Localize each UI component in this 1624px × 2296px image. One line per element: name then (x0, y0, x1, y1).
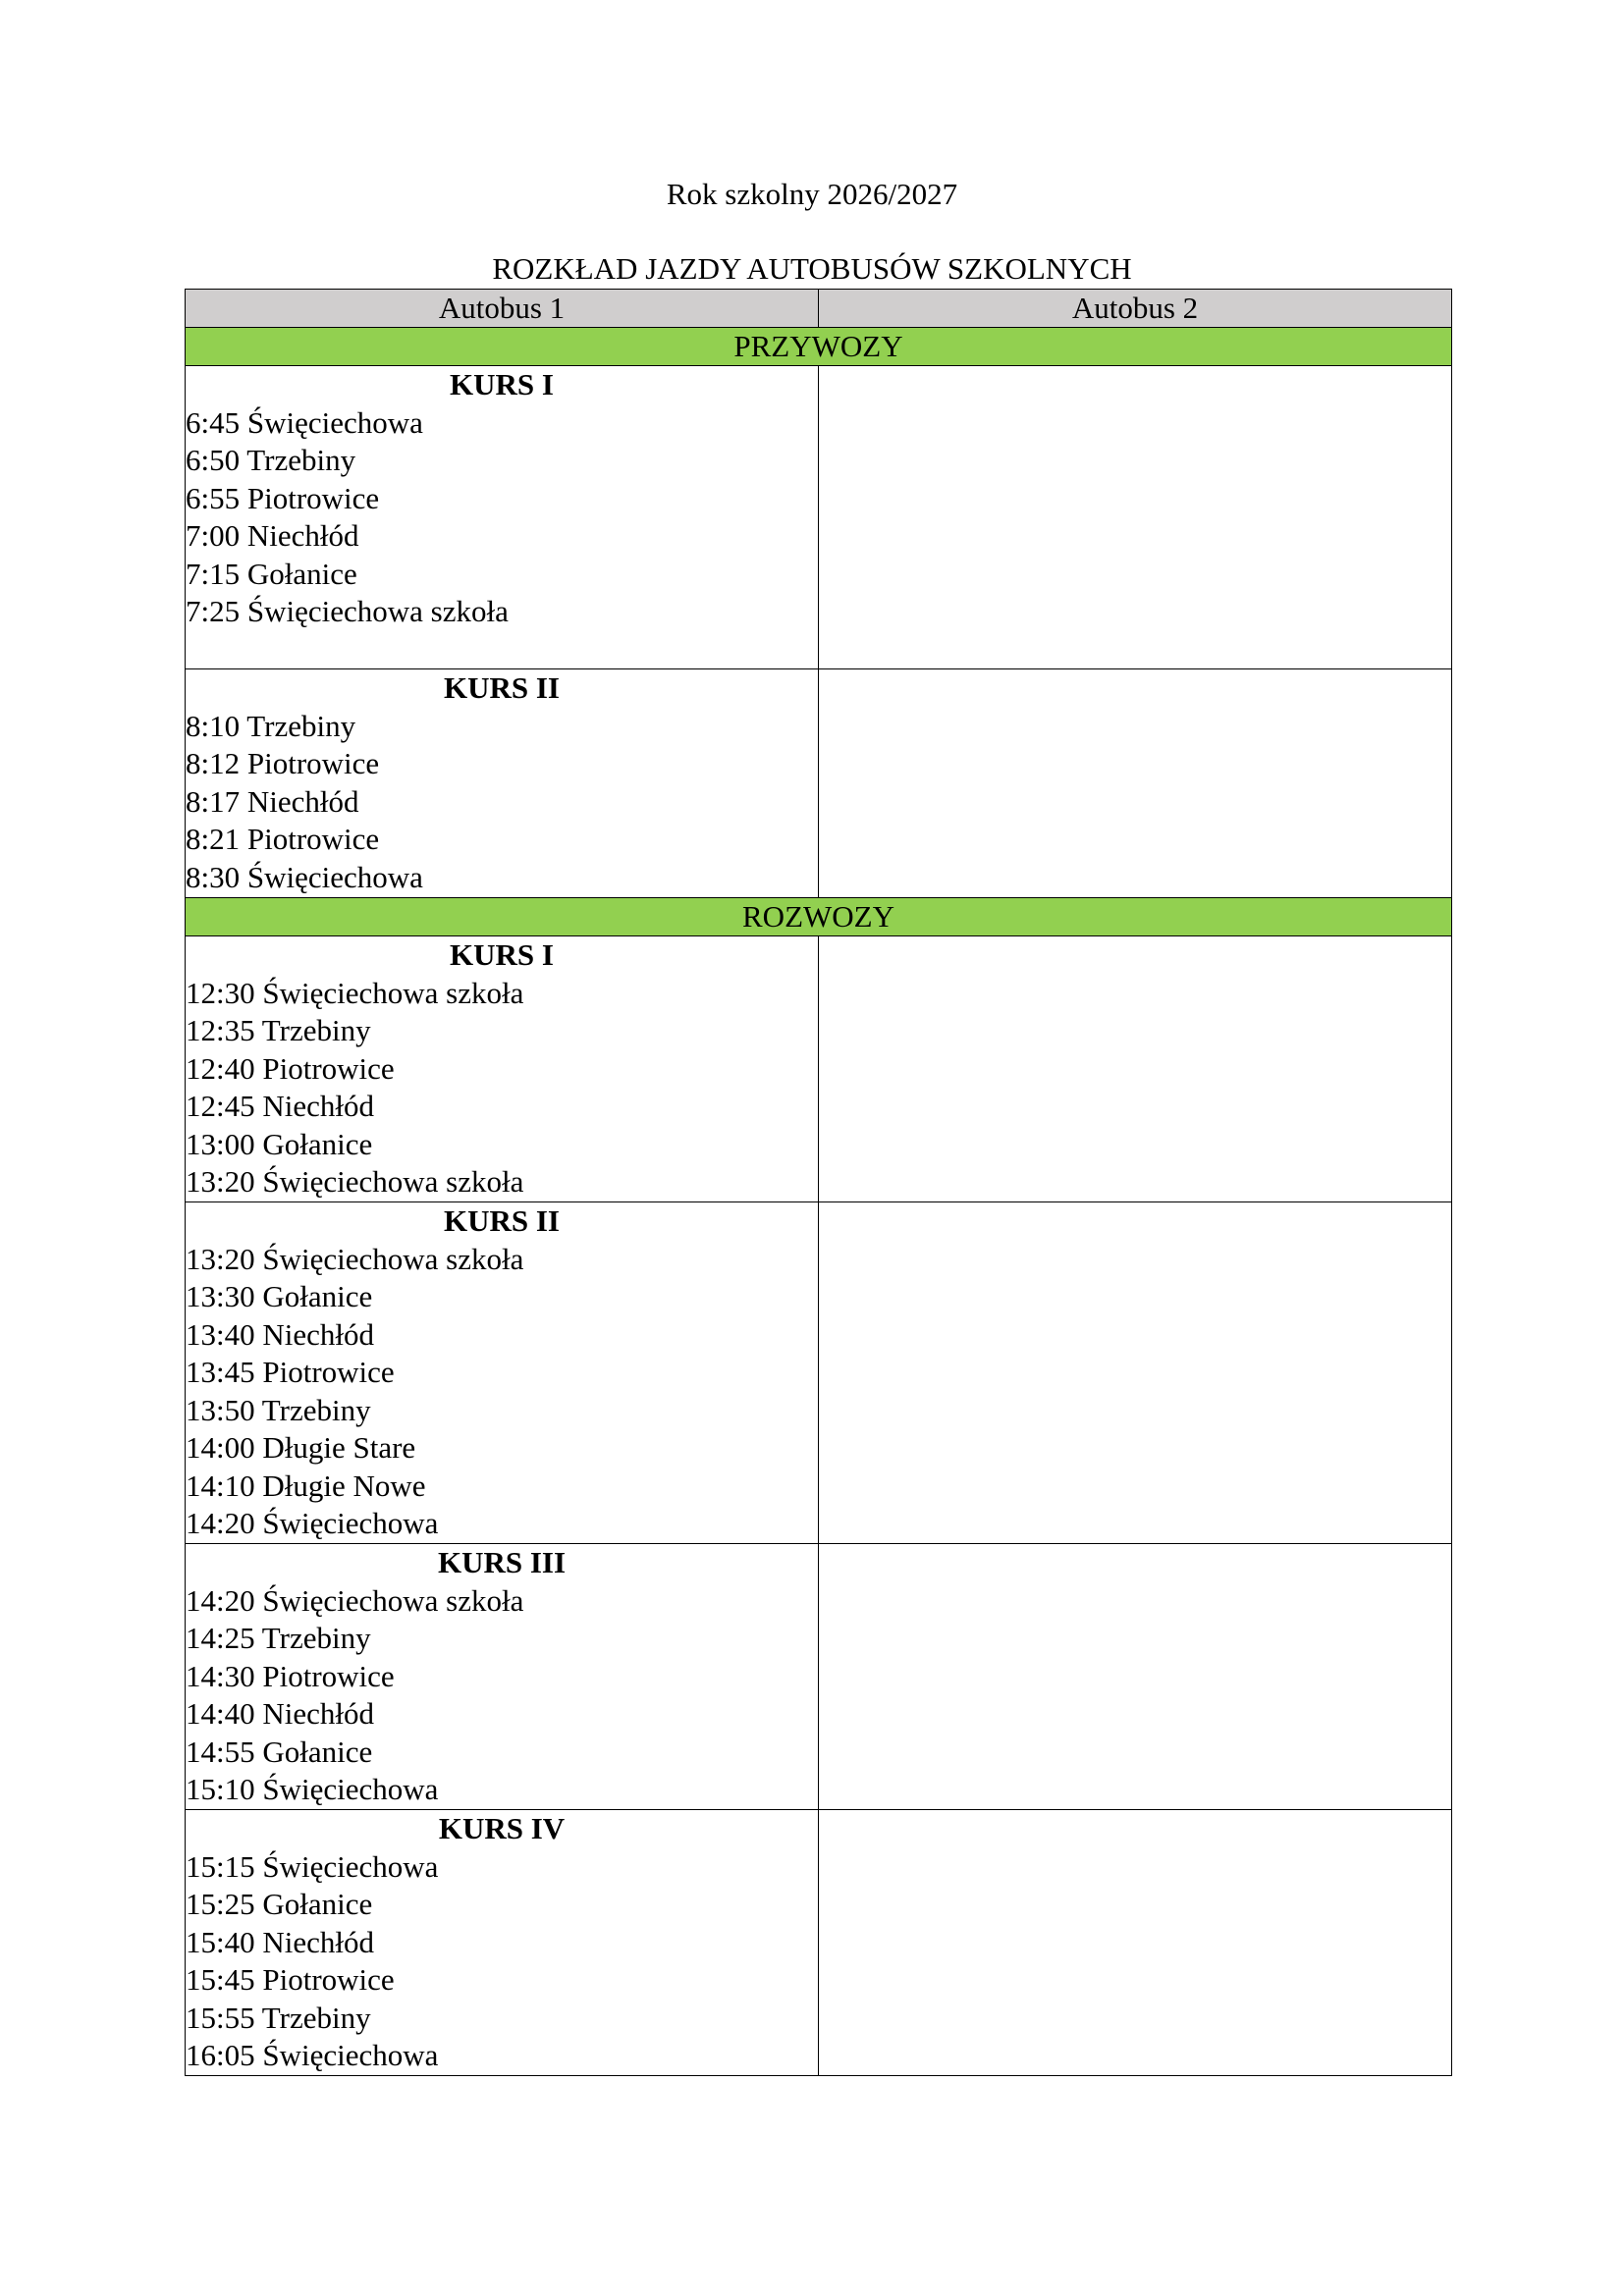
run-title: KURS II (443, 1203, 560, 1238)
stop-entry: 7:00 Niechłód (186, 518, 359, 553)
stop-entry: 14:30 Piotrowice (186, 1658, 395, 1693)
run-cell-bus-1 (186, 1202, 819, 1544)
run-cell-bus-2 (819, 1202, 1452, 1544)
run-row (186, 1202, 1452, 1544)
stop-entry: 7:25 Święciechowa szkoła (186, 594, 509, 628)
run-title: KURS IV (438, 1811, 566, 1845)
stop-entry: 6:55 Piotrowice (186, 480, 380, 515)
column-header-bus-2: Autobus 2 (819, 290, 1452, 328)
run-cell-bus-1 (186, 669, 819, 898)
stop-entry: 14:55 Gołanice (186, 1734, 373, 1769)
stop-entry: 14:25 Trzebiny (186, 1621, 371, 1655)
stop-entry: 15:15 Święciechowa (186, 1848, 439, 1884)
stop-entry: 14:10 Długie Nowe (186, 1468, 426, 1503)
stop-entry: 14:00 Długie Stare (186, 1430, 416, 1465)
stop-entry: 8:10 Trzebiny (186, 708, 356, 743)
section-label-przywozy: PRZYWOZY (186, 328, 1452, 366)
stop-entry: 14:20 Święciechowa szkoła (186, 1582, 524, 1618)
run-row (186, 1810, 1452, 2076)
stop-entry: 8:30 Święciechowa (186, 859, 423, 894)
stop-entry: 15:40 Niechłód (186, 1924, 374, 1959)
stop-entry: 13:20 Święciechowa szkoła (186, 1241, 524, 1276)
run-title: KURS I (450, 367, 554, 401)
stop-entry: 7:15 Gołanice (186, 556, 357, 591)
section-row (186, 328, 1452, 366)
stop-entry: 13:00 Gołanice (186, 1126, 373, 1161)
stop-entry: 13:20 Święciechowa szkoła (186, 1164, 524, 1199)
stop-entry: 8:17 Niechłód (186, 783, 359, 819)
bus-schedule-table (185, 289, 1452, 2076)
run-cell-bus-1 (186, 366, 819, 669)
stop-entry: 12:40 Piotrowice (186, 1050, 395, 1086)
stop-entry: 13:30 Gołanice (186, 1279, 373, 1313)
stop-entry: 13:40 Niechłód (186, 1316, 374, 1352)
stop-entry: 15:55 Trzebiny (186, 2000, 371, 2035)
run-cell-bus-2 (819, 1810, 1452, 2076)
stop-entry: 8:12 Piotrowice (186, 746, 380, 780)
stop-entry: 15:10 Święciechowa (186, 1772, 439, 1806)
run-cell-bus-2 (819, 669, 1452, 898)
run-cell-bus-2 (819, 366, 1452, 669)
stop-entry: 16:05 Święciechowa (186, 2038, 439, 2072)
stop-entry: 13:50 Trzebiny (186, 1392, 371, 1427)
stop-entry: 12:35 Trzebiny (186, 1013, 371, 1047)
stop-entry: 6:45 Święciechowa (186, 404, 423, 440)
column-header-row (186, 290, 1452, 328)
run-cell-bus-1 (186, 1544, 819, 1810)
stop-entry: 13:45 Piotrowice (186, 1355, 395, 1389)
document-title: ROZKŁAD JAZDY AUTOBUSÓW SZKOLNYCH (492, 251, 1132, 286)
stop-entry: 8:21 Piotrowice (186, 822, 380, 856)
run-row (186, 936, 1452, 1202)
run-title: KURS I (450, 937, 554, 972)
stop-entry: 14:20 Święciechowa (186, 1506, 439, 1540)
stop-entry: 12:30 Święciechowa szkoła (186, 975, 524, 1010)
stop-entry: 12:45 Niechłód (186, 1089, 374, 1123)
stop-entry: 15:45 Piotrowice (186, 1962, 395, 1997)
run-title: KURS III (437, 1545, 567, 1579)
section-label-rozwozy: ROZWOZY (186, 898, 1452, 936)
run-cell-bus-2 (819, 936, 1452, 1202)
column-header-bus-1: Autobus 1 (186, 290, 819, 328)
run-title: KURS II (443, 670, 560, 705)
stop-entry: 14:40 Niechłód (186, 1696, 374, 1731)
run-cell-bus-2 (819, 1544, 1452, 1810)
run-row (186, 366, 1452, 669)
run-cell-bus-1 (186, 1810, 819, 2076)
school-year-heading: Rok szkolny 2026/2027 (666, 177, 958, 211)
section-row (186, 898, 1452, 936)
stop-entry: 15:25 Gołanice (186, 1887, 373, 1921)
run-row (186, 1544, 1452, 1810)
run-cell-bus-1 (186, 936, 819, 1202)
run-row (186, 669, 1452, 898)
stop-entry: 6:50 Trzebiny (186, 443, 356, 477)
